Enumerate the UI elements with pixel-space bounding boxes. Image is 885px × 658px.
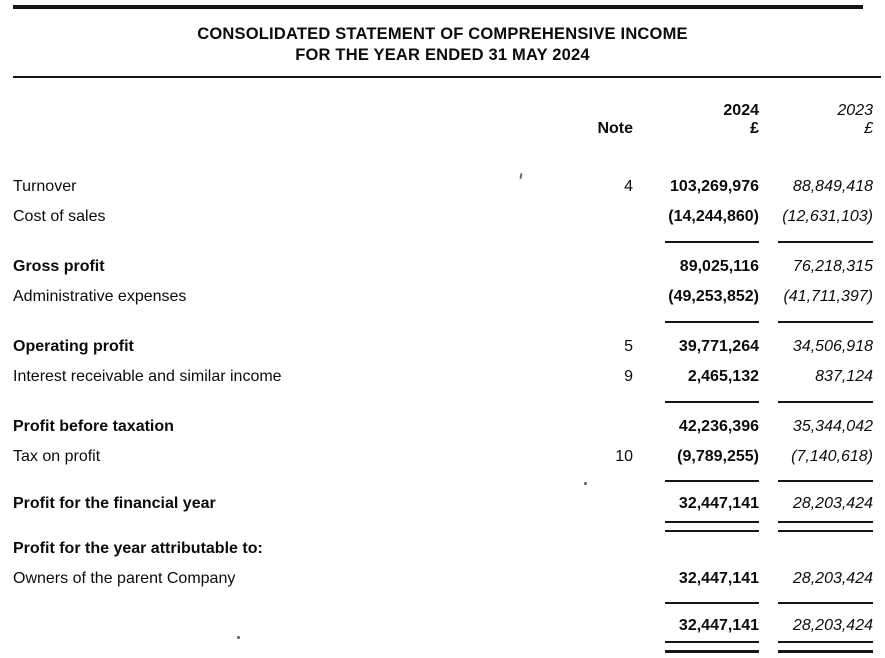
row-label: Cost of sales [13,208,106,225]
single-rule-2024 [665,321,759,323]
value-2024: 42,236,396 [678,418,759,435]
value-2024: 32,447,141 [678,495,759,512]
single-rule-2023 [778,401,873,403]
column-header-units [0,120,885,138]
row-tax-on-profit [0,442,885,472]
row-label: Operating profit [13,338,134,355]
row-profit-for-financial-year [0,490,885,518]
value-2024: (49,253,852) [668,288,759,305]
value-2024: 103,269,976 [670,178,759,195]
note-ref: 4 [624,178,633,195]
row-label: Gross profit [13,258,105,275]
subtotal-rule-row [0,594,885,612]
row-turnover [0,172,885,202]
value-2023: (12,631,103) [782,208,873,225]
row-label: Profit for the financial year [13,495,216,512]
subtotal-rule-row [0,472,885,490]
row-owners-of-parent [0,564,885,594]
note-ref: 10 [615,448,633,465]
row-gross-profit [0,252,885,282]
row-cost-of-sales [0,202,885,232]
single-rule-2024 [665,241,759,243]
value-2023: (41,711,397) [783,288,873,305]
double-rule-2023 [778,641,873,653]
row-attributable-total [0,612,885,640]
value-2024: 32,447,141 [678,617,759,634]
value-2023: (7,140,618) [791,448,873,465]
double-rule-2024 [665,641,759,653]
value-2024: 32,447,141 [678,570,759,587]
page-title-line2: FOR THE YEAR ENDED 31 MAY 2024 [295,46,590,64]
value-2023: 34,506,918 [792,338,873,355]
column-header-2024: 2024 [723,102,759,119]
note-ref: 9 [624,368,633,385]
value-2023: 76,218,315 [792,258,873,275]
single-rule-2024 [665,480,759,482]
single-rule-2023 [778,602,873,604]
top-border-rule [13,5,863,9]
column-header-note: Note [597,120,633,137]
double-rule-2024 [665,521,759,532]
value-2024: (9,789,255) [677,448,759,465]
value-2023: 88,849,418 [792,178,873,195]
value-2024: 39,771,264 [678,338,759,355]
value-2023: 837,124 [815,368,873,385]
row-label: Owners of the parent Company [13,570,236,587]
row-label: Profit for the year attributable to: [13,540,263,557]
row-label: Tax on profit [13,448,101,465]
income-statement-table [0,102,885,654]
single-rule-2023 [778,241,873,243]
row-interest-receivable [0,362,885,392]
value-2024: 89,025,116 [679,258,759,275]
value-2023: 35,344,042 [792,418,873,435]
scan-speck [237,636,240,639]
total-double-rule-row [0,640,885,654]
column-header-2023: 2023 [837,102,873,119]
subtotal-rule-row [0,392,885,412]
value-2023: 28,203,424 [792,617,873,634]
value-2023: 28,203,424 [792,495,873,512]
single-rule-2023 [778,480,873,482]
column-header-currency-2024: £ [750,120,759,137]
value-2023: 28,203,424 [792,570,873,587]
page-title-line1: CONSOLIDATED STATEMENT OF COMPREHENSIVE INCOME [197,25,688,43]
single-rule-2024 [665,401,759,403]
value-2024: 2,465,132 [687,368,759,385]
page-title [0,24,885,66]
value-2024: (14,244,860) [668,208,759,225]
row-label: Profit before taxation [13,418,174,435]
single-rule-2023 [778,321,873,323]
column-header-currency-2023: £ [864,120,873,137]
row-operating-profit [0,332,885,362]
header-divider-rule [13,76,881,78]
row-label: Turnover [13,178,77,195]
spacer-row [0,138,885,172]
row-profit-attributable-heading [0,534,885,564]
double-rule-2023 [778,521,873,532]
subtotal-rule-row [0,232,885,252]
row-label: Interest receivable and similar income [13,368,282,385]
note-ref: 5 [624,338,633,355]
single-rule-2024 [665,602,759,604]
total-double-rule-row [0,518,885,534]
column-header-years [0,102,885,120]
scan-speck [584,482,587,485]
subtotal-rule-row [0,312,885,332]
row-profit-before-taxation [0,412,885,442]
row-administrative-expenses [0,282,885,312]
row-label: Administrative expenses [13,288,187,305]
